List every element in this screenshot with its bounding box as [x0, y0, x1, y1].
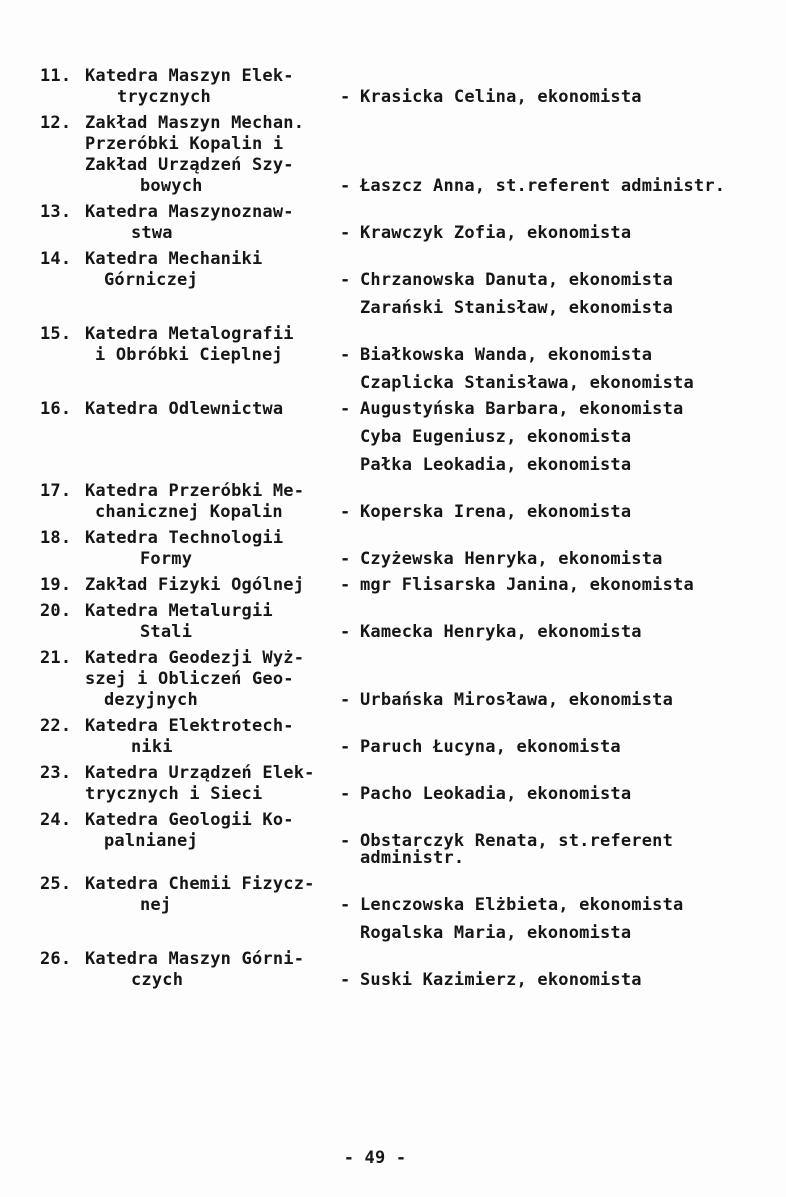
item-number: 26. [40, 949, 72, 969]
list-item [40, 874, 786, 944]
dash-marker: - [340, 895, 351, 915]
person-entry: Pacho Leokadia, ekonomista [360, 784, 632, 804]
list-item [40, 113, 786, 197]
person-entry: Łaszcz Anna, st.referent administr. [360, 176, 726, 196]
department-name-line: bowych [140, 176, 203, 196]
page-number: - 49 - [343, 1148, 407, 1168]
dash-marker: - [340, 502, 351, 522]
list-item [40, 648, 786, 711]
list-item [40, 249, 786, 319]
dash-marker: - [340, 970, 351, 990]
department-name-line: Katedra Metalurgii [85, 601, 273, 621]
item-number: 17. [40, 481, 72, 501]
department-name-line: Katedra Maszyn Górni- [85, 949, 305, 969]
list-item [40, 575, 786, 596]
dash-marker: - [340, 622, 351, 642]
item-number: 14. [40, 249, 72, 269]
person-entry: Urbańska Mirosława, ekonomista [360, 690, 674, 710]
dash-marker: - [340, 831, 351, 851]
item-number: 20. [40, 601, 72, 621]
person-entry: Lenczowska Elżbieta, ekonomista [360, 895, 684, 915]
dash-marker: - [340, 575, 351, 595]
item-number: 21. [40, 648, 72, 668]
department-name-line: Katedra Technologii [85, 528, 284, 548]
department-name-line: Stali [140, 622, 193, 642]
department-name-line: Katedra Mechaniki [85, 249, 263, 269]
item-number: 16. [40, 399, 72, 419]
department-name-line: niki [131, 737, 173, 757]
department-name-line: czych [131, 970, 184, 990]
department-name-line: szej i Obliczeń Geo- [85, 669, 294, 689]
department-name-line: Górniczej [104, 270, 198, 290]
department-name-line: nej [140, 895, 172, 915]
item-number: 15. [40, 324, 72, 344]
person-entry: Krasicka Celina, ekonomista [360, 87, 642, 107]
dash-marker: - [340, 176, 351, 196]
dash-marker: - [340, 549, 351, 569]
item-number: 19. [40, 575, 72, 595]
person-entry: Czaplicka Stanisława, ekonomista [360, 373, 694, 393]
dash-marker: - [340, 690, 351, 710]
list-item [40, 716, 786, 758]
person-entry: Obstarczyk Renata, st.referent [360, 831, 674, 851]
item-number: 11. [40, 66, 72, 86]
department-name-line: Katedra Maszynoznaw- [85, 202, 294, 222]
dash-marker: - [340, 223, 351, 243]
list-item [40, 528, 786, 570]
department-name-line: Katedra Maszyn Elek- [85, 66, 294, 86]
person-entry: Czyżewska Henryka, ekonomista [360, 549, 663, 569]
person-entry: Cyba Eugeniusz, ekonomista [360, 427, 632, 447]
person-entry: Suski Kazimierz, ekonomista [360, 970, 642, 990]
person-entry: Pałka Leokadia, ekonomista [360, 455, 632, 475]
item-number: 12. [40, 113, 72, 133]
department-name-line: palnianej [104, 831, 198, 851]
dash-marker: - [340, 784, 351, 804]
person-entry: Białkowska Wanda, ekonomista [360, 345, 653, 365]
list-item [40, 810, 786, 869]
item-number: 23. [40, 763, 72, 783]
dash-marker: - [340, 737, 351, 757]
item-number: 22. [40, 716, 72, 736]
list-item [40, 202, 786, 244]
department-name-line: Katedra Odlewnictwa [85, 399, 284, 419]
dash-marker: - [340, 345, 351, 365]
person-entry: Rogalska Maria, ekonomista [360, 923, 632, 943]
list-item [40, 324, 786, 394]
person-entry-continuation: administr. [360, 848, 465, 868]
department-name-line: trycznych i Sieci [85, 784, 263, 804]
department-name-line: Katedra Elektrotech- [85, 716, 294, 736]
department-assignment-list [40, 66, 786, 991]
list-item [40, 399, 786, 476]
item-number: 24. [40, 810, 72, 830]
person-entry: Augustyńska Barbara, ekonomista [360, 399, 684, 419]
person-entry: Kamecka Henryka, ekonomista [360, 622, 642, 642]
person-entry: Krawczyk Zofia, ekonomista [360, 223, 632, 243]
dash-marker: - [340, 270, 351, 290]
department-name-line: Zakład Fizyki Ogólnej [85, 575, 305, 595]
department-name-line: Katedra Chemii Fizycz- [85, 874, 315, 894]
person-entry: Zarański Stanisław, ekonomista [360, 298, 674, 318]
department-name-line: i Obróbki Cieplnej [95, 345, 283, 365]
department-name-line: Katedra Metalografii [85, 324, 294, 344]
list-item [40, 949, 786, 991]
list-item [40, 601, 786, 643]
item-number: 18. [40, 528, 72, 548]
department-name-line: stwa [131, 223, 173, 243]
department-name-line: Zakład Urządzeń Szy- [85, 155, 294, 175]
department-name-line: trycznych [117, 87, 211, 107]
item-number: 25. [40, 874, 72, 894]
department-name-line: Katedra Urządzeń Elek- [85, 763, 315, 783]
list-item [40, 481, 786, 523]
person-entry: mgr Flisarska Janina, ekonomista [360, 575, 694, 595]
list-item [40, 763, 786, 805]
person-entry: Paruch Łucyna, ekonomista [360, 737, 621, 757]
person-entry: Chrzanowska Danuta, ekonomista [360, 270, 674, 290]
list-item [40, 66, 786, 108]
department-name-line: dezyjnych [104, 690, 198, 710]
department-name-line: Zakład Maszyn Mechan. [85, 113, 305, 133]
dash-marker: - [340, 399, 351, 419]
person-entry: Koperska Irena, ekonomista [360, 502, 632, 522]
department-name-line: Katedra Geologii Ko- [85, 810, 294, 830]
department-name-line: Formy [140, 549, 193, 569]
item-number: 13. [40, 202, 72, 222]
department-name-line: Katedra Przeróbki Me- [85, 481, 305, 501]
department-name-line: Katedra Geodezji Wyż- [85, 648, 305, 668]
department-name-line: Przeróbki Kopalin i [85, 134, 284, 154]
department-name-line: chanicznej Kopalin [95, 502, 283, 522]
dash-marker: - [340, 87, 351, 107]
